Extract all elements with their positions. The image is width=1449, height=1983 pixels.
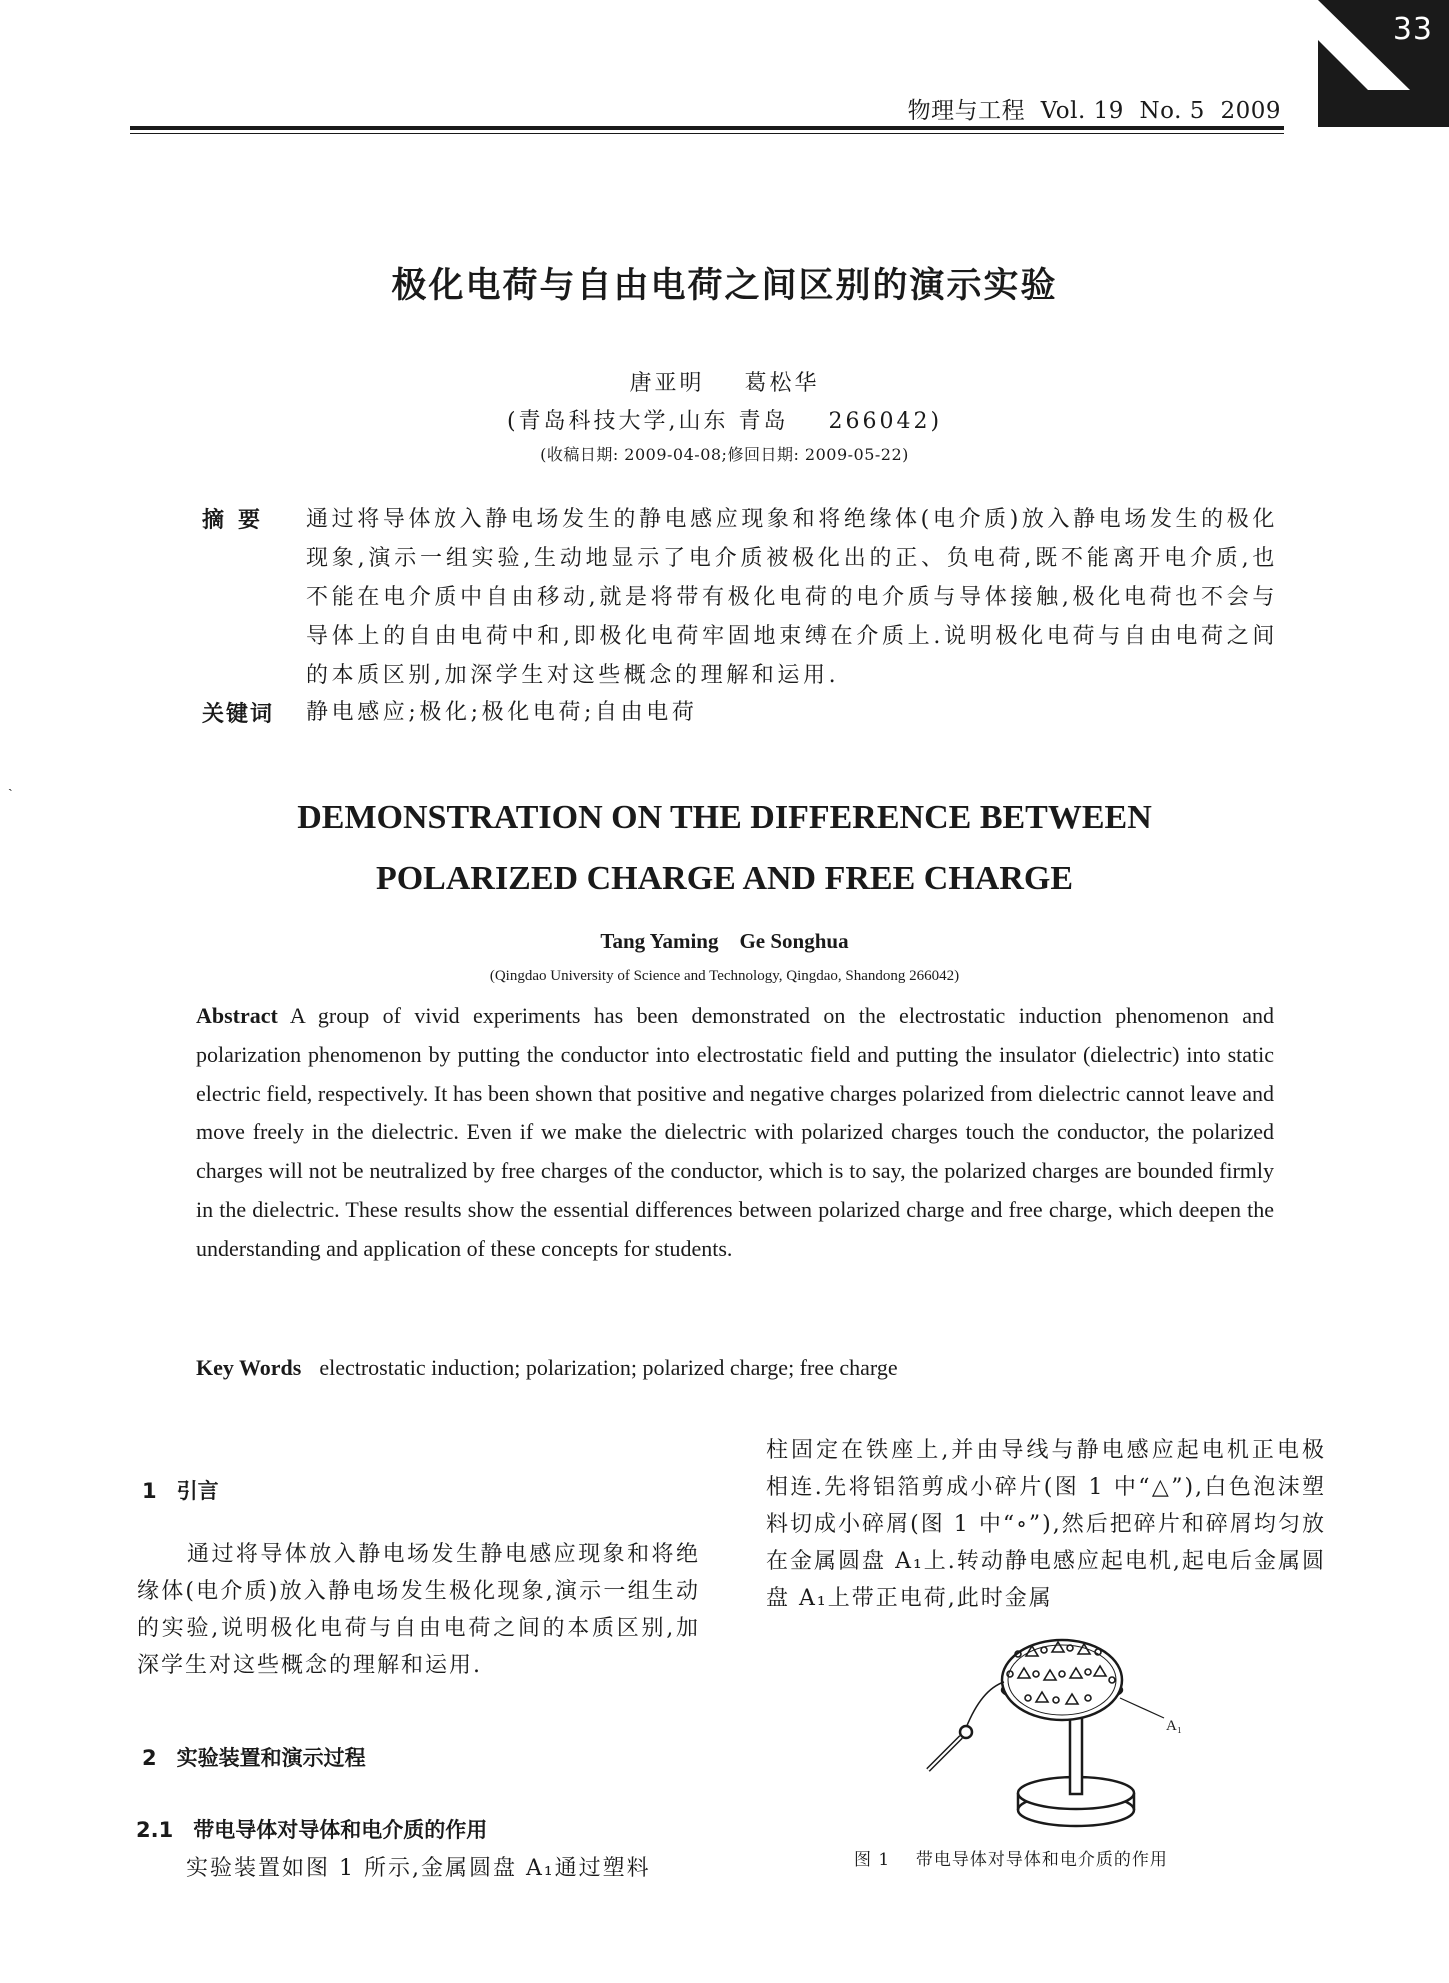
section-2-heading bbox=[142, 1742, 366, 1772]
en-title-line1: DEMONSTRATION ON THE DIFFERENCE BETWEEN bbox=[297, 799, 1152, 836]
en-abstract-label: Abstract bbox=[196, 1003, 278, 1028]
en-title-line2: POLARIZED CHARGE AND FREE CHARGE bbox=[375, 860, 1074, 897]
en-keywords-label: Key Words bbox=[196, 1355, 302, 1380]
section-2-title: 实验装置和演示过程 bbox=[176, 1746, 366, 1770]
cn-keywords: 静电感应;极化;极化电荷;自由电荷 bbox=[306, 700, 698, 725]
cn-authors: 唐亚明 葛松华 bbox=[629, 371, 820, 396]
en-keywords bbox=[196, 1355, 898, 1381]
page-number-tab bbox=[1318, 0, 1449, 127]
margin-mark: ˏ bbox=[8, 776, 13, 792]
en-abstract-text: A group of vivid experiments has been demonstrated on the electrostatic induction phenomenon and polarization phenomenon by putting the conductor into electrostatic field and putting the insulator (dielectric) into static electric field, respectively. It has been shown that positive and negative charges polarized from dielectric cannot leave and move freely in the dielectric. Even if we make the dielectric with polarized charges touch the conductor, the polarized charges will not be neutralized by free charges of the conductor, which is to say, the polarized charges are bounded firmly in the dielectric. These results show the essential differences between polarized charge and free charge, which deepen the understanding and application of these concepts for students. bbox=[196, 1003, 1274, 1261]
section-1-title: 引言 bbox=[176, 1479, 219, 1503]
journal-volume: Vol. 19 bbox=[1040, 98, 1124, 124]
section-2-1-paragraph: 实验装置如图 1 所示,金属圆盘 A₁通过塑料 bbox=[186, 1856, 651, 1881]
header-rule-thin bbox=[130, 133, 1284, 134]
header-rule-thick bbox=[130, 126, 1284, 130]
section-2-1-title: 带电导体对导体和电介质的作用 bbox=[193, 1818, 488, 1842]
cn-dates: (收稿日期: 2009-04-08;修回日期: 2009-05-22) bbox=[540, 445, 909, 464]
journal-issue: No. 5 bbox=[1139, 98, 1205, 124]
cn-abstract-label: 摘要 bbox=[202, 508, 275, 533]
en-title bbox=[0, 787, 1449, 909]
section-1-heading bbox=[142, 1475, 219, 1505]
en-abstract bbox=[196, 997, 1274, 1269]
section-1-number: 1 bbox=[142, 1479, 157, 1503]
en-authors: Tang Yaming Ge Songhua bbox=[600, 929, 849, 953]
cn-title: 极化电荷与自由电荷之间区别的演示实验 bbox=[391, 266, 1058, 306]
section-2-number: 2 bbox=[142, 1746, 157, 1770]
en-affiliation: (Qingdao University of Science and Technology, Qingdao, Shandong 266042) bbox=[489, 968, 960, 984]
journal-header bbox=[908, 92, 1281, 125]
journal-year: 2009 bbox=[1220, 98, 1281, 124]
cn-affiliation: (青岛科技大学,山东 青岛 266042) bbox=[506, 409, 943, 434]
en-keywords-text: electrostatic induction; polarization; polarized charge; free charge bbox=[319, 1355, 898, 1380]
right-column-paragraph: 柱固定在铁座上,并由导线与静电感应起电机正电极相连.先将铝箔剪成小碎片(图 1 中“△”),白色泡沫塑料切成小碎屑(图 1 中“∘”),然后把碎片和碎屑均匀放在金属圆盘 A₁上.转动静电感应起电机,起电后金属圆盘 A₁上带正电荷,此时金属 bbox=[766, 1438, 1326, 1611]
journal-name: 物理与工程 bbox=[907, 98, 1026, 124]
cn-abstract: 通过将导体放入静电场发生的静电感应现象和将绝缘体(电介质)放入静电场发生的极化现象,演示一组实验,生动地显示了电介质被极化出的正、负电荷,既不能离开电介质,也不能在电介质中自由移动,就是将带有极化电荷的电介质与导体接触,极化电荷也不会与导体上的自由电荷中和,即极化电荷牢固地束缚在介质上.说明极化电荷与自由电荷之间的本质区别,加深学生对这些概念的理解和运用. bbox=[306, 507, 1278, 688]
intro-paragraph: 通过将导体放入静电场发生静电感应现象和将绝缘体(电介质)放入静电场发生极化现象,演示一组生动的实验,说明极化电荷与自由电荷之间的本质区别,加深学生对这些概念的理解和运用. bbox=[137, 1542, 700, 1678]
page-number: 33 bbox=[1392, 12, 1433, 47]
cn-keywords-label: 关键词 bbox=[202, 702, 275, 727]
section-2-1-heading bbox=[136, 1814, 487, 1844]
figure-1-label-a1: A₁ bbox=[1166, 1718, 1183, 1734]
figure-1-caption: 图 1 带电导体对导体和电介质的作用 bbox=[854, 1850, 1168, 1870]
section-2-1-number: 2.1 bbox=[136, 1818, 174, 1842]
figure-1-apparatus bbox=[906, 1618, 1196, 1838]
